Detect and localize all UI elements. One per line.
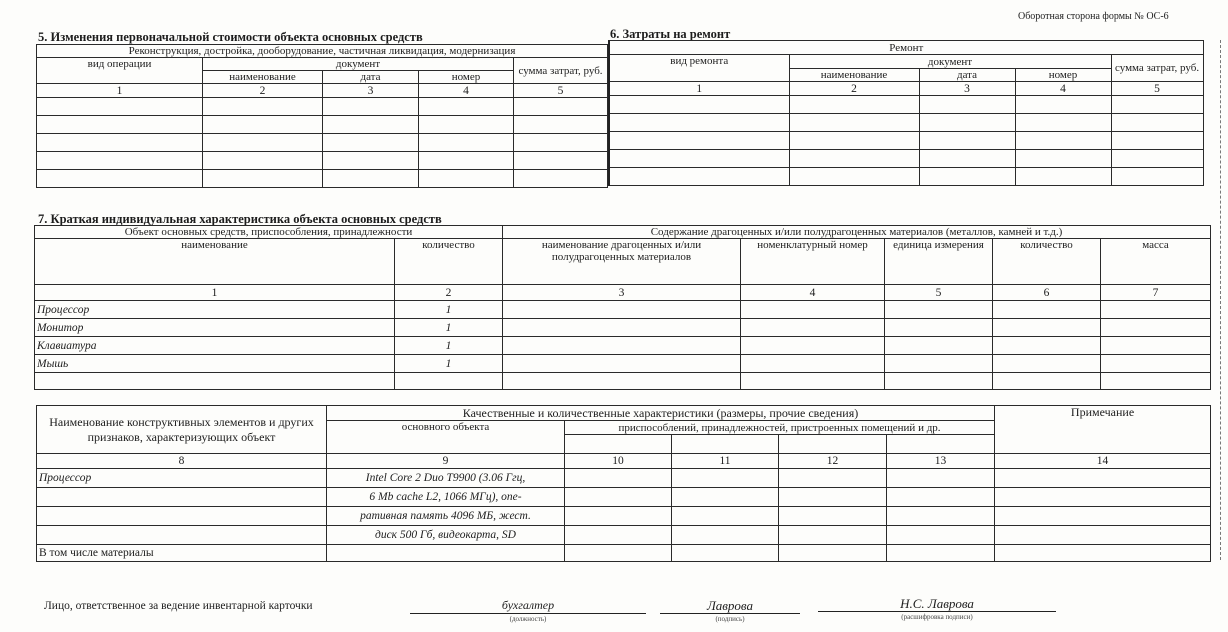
section5-col-date: дата <box>323 71 419 84</box>
char-row <box>37 545 1211 562</box>
col-num: 14 <box>995 454 1211 469</box>
section5-table <box>36 44 608 188</box>
char-row <box>37 526 1211 545</box>
col-num: 7 <box>1101 285 1211 301</box>
section5-title: 5. Изменения первоначальной стоимости объекта основных средств <box>38 30 423 44</box>
decode-value: Н.С. Лаврова <box>900 596 974 611</box>
section7-row <box>35 355 1211 373</box>
position-caption: (должность) <box>509 615 547 623</box>
col-num: 3 <box>503 285 741 301</box>
materials-label: В том числе материалы <box>37 545 327 562</box>
char-desc-line: Intel Core 2 Duo T9900 (3.06 Ггц, <box>327 469 565 488</box>
section5-row <box>37 134 608 152</box>
section7-group-right: Содержание драгоценных и/или полудрагоценных материалов (металлов, камней и т.д.) <box>503 226 1211 239</box>
page-edge-divider <box>1220 40 1221 560</box>
section5-row <box>37 170 608 188</box>
item-name: Мышь <box>35 355 395 373</box>
col-num: 1 <box>35 285 395 301</box>
section6-row <box>609 150 1203 168</box>
section5-row <box>37 116 608 134</box>
section5-col-operation: вид операции <box>37 58 203 84</box>
section7-row <box>35 373 1211 390</box>
col-num: 2 <box>395 285 503 301</box>
col-num: 8 <box>37 454 327 469</box>
char-row <box>37 507 1211 526</box>
form-caption: Оборотная сторона формы № ОС-6 <box>1018 11 1169 22</box>
col-num: 1 <box>37 84 203 98</box>
col-num: 3 <box>919 82 1015 96</box>
section6-col-sum: сумма затрат, руб. <box>1111 55 1203 82</box>
section7-group-left: Объект основных средств, приспособления, принадлежности <box>35 226 503 239</box>
section6-row <box>609 96 1203 114</box>
characteristics-table <box>36 405 1211 562</box>
signature-label: Лицо, ответственное за ведение инвентарной карточки <box>44 600 313 612</box>
section5-row <box>37 98 608 116</box>
item-name: Клавиатура <box>35 337 395 355</box>
char-desc-line: 6 Mb cache L2, 1066 МГц), опе- <box>327 488 565 507</box>
char-group-quality: Качественные и количественные характеристики (размеры, прочие сведения) <box>327 406 995 421</box>
section6-col-type: вид ремонта <box>609 55 789 82</box>
col-num: 5 <box>885 285 993 301</box>
char-desc-line: ративная память 4096 МБ, жест. <box>327 507 565 526</box>
section5-col-number: номер <box>419 71 514 84</box>
col-num: 11 <box>672 454 779 469</box>
item-qty: 1 <box>395 337 503 355</box>
col-num: 5 <box>514 84 608 98</box>
item-name: Процессор <box>35 301 395 319</box>
col-num: 9 <box>327 454 565 469</box>
section7-col-qty2: количество <box>993 239 1101 285</box>
col-num: 10 <box>565 454 672 469</box>
section5-row <box>37 152 608 170</box>
char-row <box>37 469 1211 488</box>
decode-caption: (расшифровка подписи) <box>901 613 973 621</box>
position-line <box>410 613 646 614</box>
col-num: 3 <box>323 84 419 98</box>
char-col-accessories: приспособлений, принадлежностей, пристроенных помещений и др. <box>565 421 995 435</box>
section6-col-number: номер <box>1015 69 1111 82</box>
col-num: 6 <box>993 285 1101 301</box>
sign-value: Лаврова <box>706 598 753 613</box>
decode-line <box>818 611 1056 612</box>
sign-caption: (подпись) <box>715 615 745 623</box>
section6-group: Ремонт <box>609 41 1203 55</box>
col-num: 13 <box>887 454 995 469</box>
section6-row <box>609 168 1203 186</box>
section6-table <box>608 40 1204 186</box>
col-num: 4 <box>419 84 514 98</box>
section5-col-sum: сумма затрат, руб. <box>514 58 608 84</box>
section7-col-name: наименование <box>35 239 395 285</box>
char-row <box>37 488 1211 507</box>
section7-table <box>34 225 1211 390</box>
section7-col-nomenclature: номенклатурный номер <box>741 239 885 285</box>
item-name: Монитор <box>35 319 395 337</box>
sign-line <box>660 613 800 614</box>
col-num: 2 <box>203 84 323 98</box>
section7-row <box>35 319 1211 337</box>
section7-row <box>35 337 1211 355</box>
section6-row <box>609 132 1203 150</box>
char-col-main: основного объекта <box>327 421 565 454</box>
col-num: 5 <box>1111 82 1203 96</box>
section7-col-qty: количество <box>395 239 503 285</box>
section5-group: Реконструкция, достройка, дооборудование, частичная ликвидация, модернизация <box>37 45 608 58</box>
section6-title: 6. Затраты на ремонт <box>610 27 731 41</box>
char-col-elements: Наименование конструктивных элементов и других признаков, характеризующих объект <box>37 406 327 454</box>
position-value: бухгалтер <box>501 598 555 612</box>
col-num: 12 <box>779 454 887 469</box>
item-qty: 1 <box>395 355 503 373</box>
section7-row <box>35 301 1211 319</box>
char-desc-line: диск 500 Гб, видеокарта, SD <box>327 526 565 545</box>
item-qty: 1 <box>395 301 503 319</box>
section7-col-mass: масса <box>1101 239 1211 285</box>
col-num: 4 <box>1015 82 1111 96</box>
char-row-name: Процессор <box>37 469 327 488</box>
section5-col-document: документ <box>203 58 514 71</box>
section6-row <box>609 114 1203 132</box>
section7-col-precious-name: наименование драгоценных и/или полудрагоценных материалов <box>503 239 741 285</box>
section7-title: 7. Краткая индивидуальная характеристика объекта основных средств <box>38 212 442 226</box>
char-col-note: Примечание <box>995 406 1211 454</box>
item-qty: 1 <box>395 319 503 337</box>
section5-col-name: наименование <box>203 71 323 84</box>
col-num: 1 <box>609 82 789 96</box>
section7-col-unit: единица измерения <box>885 239 993 285</box>
section6-col-date: дата <box>919 69 1015 82</box>
section6-col-name: наименование <box>789 69 919 82</box>
section6-col-document: документ <box>789 55 1111 69</box>
col-num: 4 <box>741 285 885 301</box>
col-num: 2 <box>789 82 919 96</box>
